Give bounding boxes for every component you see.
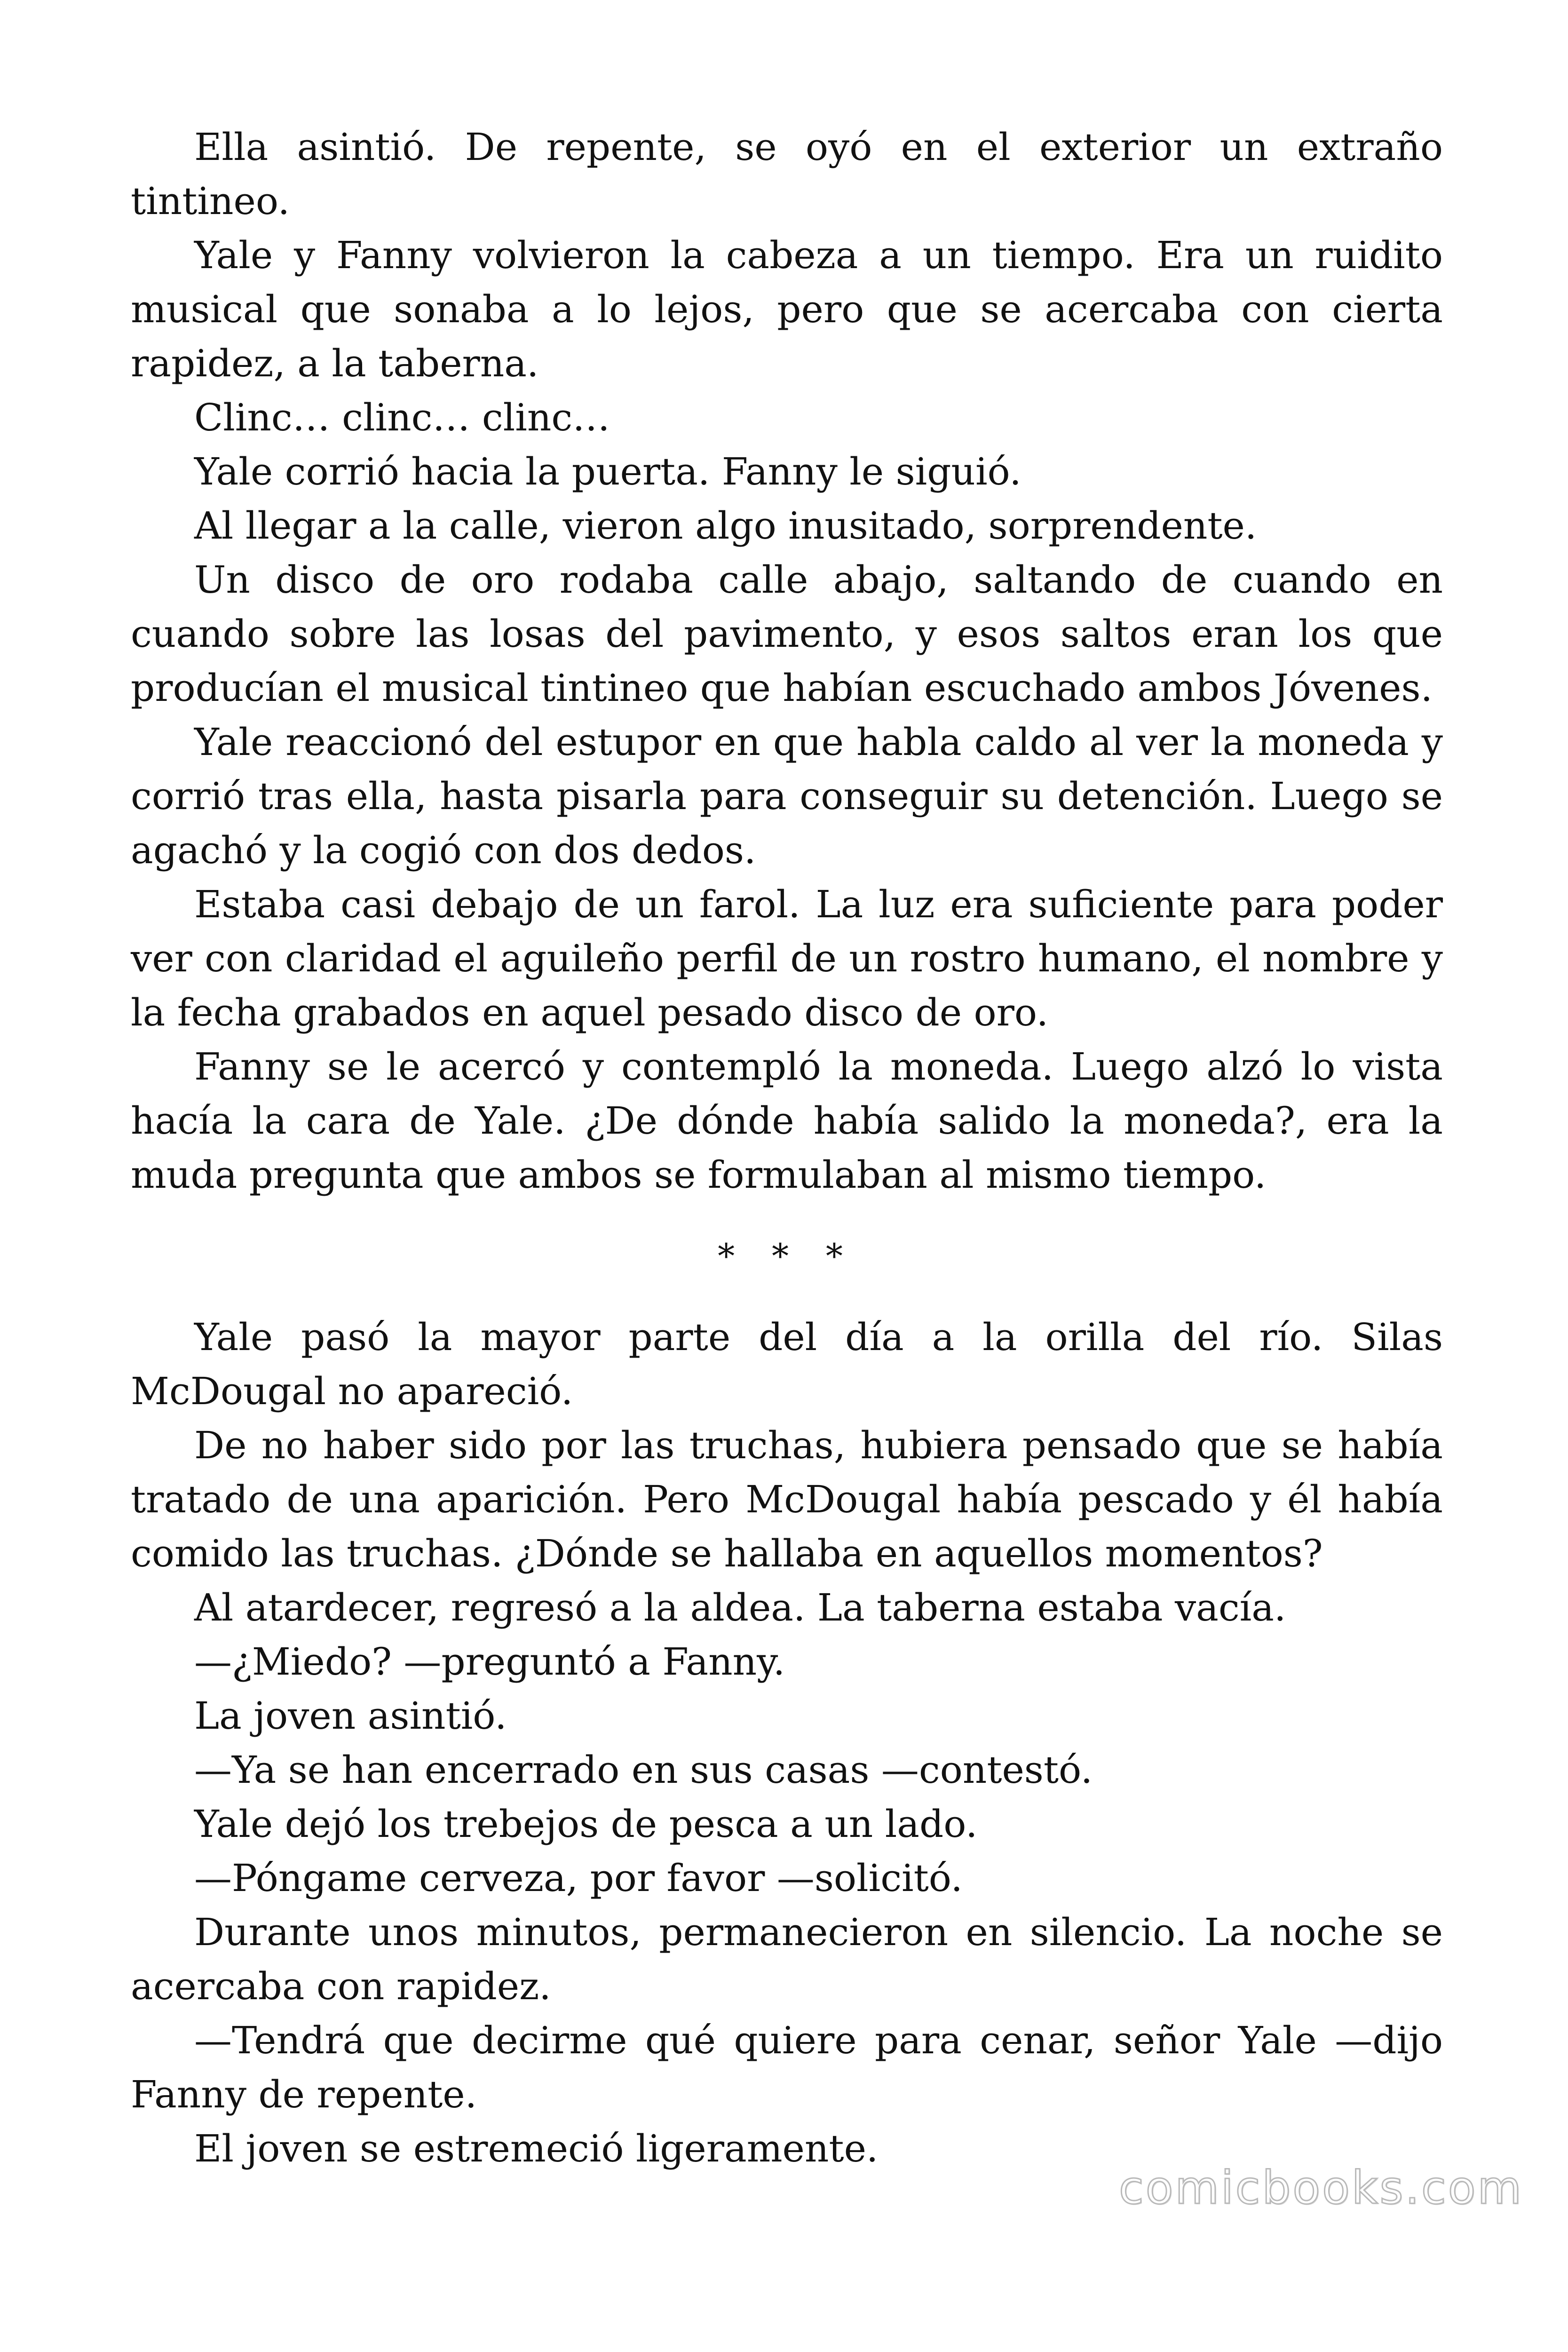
paragraph: —Tendrá que decirme qué quiere para cenar, señor Yale —dijo Fanny de repente. — [131, 2018, 1443, 2116]
page-text — [131, 120, 1443, 2176]
paragraph: Fanny se le acercó y contempló la moneda. Luego alzó lo vista hacía la cara de Yale. ¿De dónde había salido la moneda?, era la muda pregunta que ambos se formulaban al mismo tiempo. — [131, 1045, 1443, 1197]
paragraph: Estaba casi debajo de un farol. La luz era suficiente para poder ver con claridad el aguileño perfil de un rostro humano, el nombre y la fecha grabados en aquel pesado disco de oro. — [131, 882, 1443, 1034]
paragraph: Al atardecer, regresó a la aldea. La taberna estaba vacía. — [194, 1586, 1286, 1629]
paragraph: La joven asintió. — [194, 1694, 507, 1738]
paragraph: Un disco de oro rodaba calle abajo, saltando de cuando en cuando sobre las losas del pavimento, y esos saltos eran los que producían el musical tintineo que habían escuchado ambos Jóvenes. — [131, 558, 1443, 710]
paragraph: —Póngame cerveza, por favor —solicitó. — [194, 1856, 963, 1900]
paragraph: —¿Miedo? —preguntó a Fanny. — [194, 1640, 785, 1684]
watermark: comicbooks.com — [1118, 2161, 1523, 2214]
paragraph: —Ya se han encerrado en sus casas —contestó. — [194, 1748, 1093, 1792]
paragraph: Yale dejó los trebejos de pesca a un lado. — [194, 1802, 978, 1846]
paragraph: Yale reaccionó del estupor en que habla caldo al ver la moneda y corrió tras ella, hasta pisarla para conseguir su detención. Luego se agachó y la cogió con dos dedos. — [131, 720, 1443, 872]
paragraph: Ella asintió. De repente, se oyó en el exterior un extraño tintineo. — [131, 125, 1443, 223]
paragraph: Al llegar a la calle, vieron algo inusitado, sorprendente. — [194, 504, 1257, 548]
scene-separator: * * * — [718, 1236, 856, 1276]
paragraph: Yale pasó la mayor parte del día a la orilla del río. Silas McDougal no apareció. — [131, 1315, 1443, 1413]
paragraph: Durante unos minutos, permanecieron en silencio. La noche se acercaba con rapidez. — [131, 1910, 1443, 2008]
paragraph: De no haber sido por las truchas, hubiera pensado que se había tratado de una aparición. Pero McDougal había pescado y él había comido las truchas. ¿Dónde se hallaba en aquellos momentos? — [131, 1423, 1443, 1575]
paragraph: Yale corrió hacia la puerta. Fanny le siguió. — [194, 450, 1022, 493]
paragraph: Yale y Fanny volvieron la cabeza a un tiempo. Era un ruidito musical que sonaba a lo lejos, pero que se acercaba con cierta rapidez, a la taberna. — [131, 233, 1443, 385]
paragraph: El joven se estremeció ligeramente. — [194, 2127, 879, 2170]
paragraph: Clinc… clinc… clinc… — [194, 396, 610, 439]
